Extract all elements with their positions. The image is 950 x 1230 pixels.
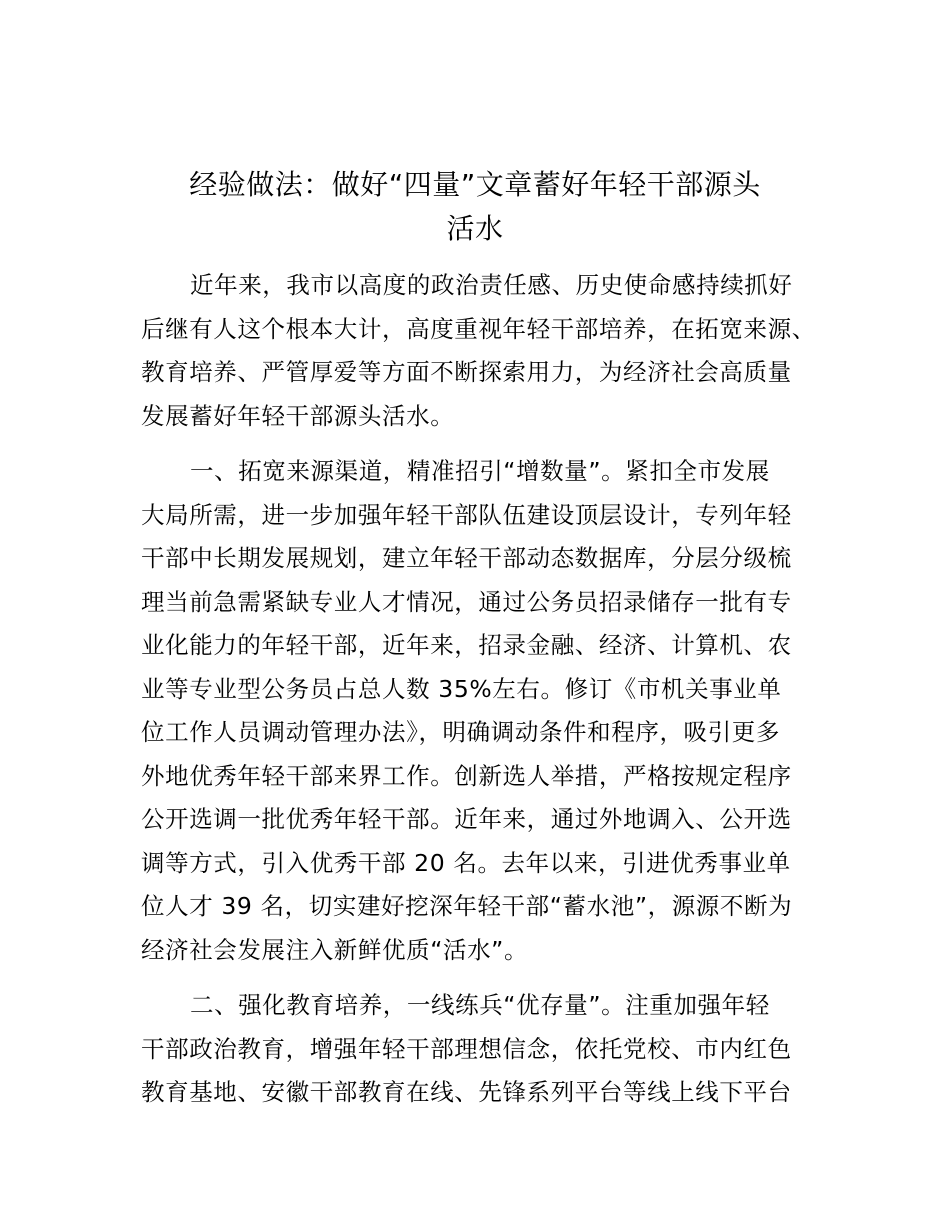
- text-line: 教育培养、严管厚爱等方面不断探索用力，为经济社会高质量: [141, 358, 792, 386]
- document-body: [141, 264, 821, 1115]
- title-line: 活水: [446, 212, 504, 245]
- text-line: 大局所需，进一步加强年轻干部队伍建设顶层设计，专列年轻: [141, 500, 792, 529]
- text-line: 业等专业型公务员占总人数 35%左右。修订《市机关事业单: [141, 674, 782, 703]
- text-line: 干部中长期发展规划，建立年轻干部动态数据库，分层分级梳: [141, 544, 792, 572]
- title-line: 经验做法：做好“四量”文章蓄好年轻干部源头: [189, 168, 761, 201]
- text-line: 二、强化教育培养，一线练兵“优存量”。注重加强年轻: [190, 991, 770, 1019]
- text-line: 公开选调一批优秀年轻干部。近年来，通过外地调入、公开选: [141, 805, 792, 833]
- text-line: 理当前急需紧缺专业人才情况，通过公务员招录储存一批有专: [141, 587, 792, 616]
- text-line: 业化能力的年轻干部，近年来，招录金融、经济、计算机、农: [141, 631, 792, 659]
- paragraph-section-2: [141, 984, 821, 1115]
- text-line: 近年来，我市以高度的政治责任感、历史使命感持续抓好: [190, 271, 793, 299]
- text-line: 经济社会发展注入新鲜优质“活水”。: [141, 935, 529, 964]
- text-line: 教育基地、安徽干部教育在线、先锋系列平台等线上线下平台: [141, 1078, 792, 1106]
- text-line: 后继有人这个根本大计，高度重视年轻干部培养，在拓宽来源、: [141, 314, 816, 343]
- paragraph-section-1: [141, 450, 821, 972]
- text-line: 调等方式，引入优秀干部 20 名。去年以来，引进优秀事业单: [141, 848, 791, 877]
- text-line: 位人才 39 名，切实建好挖深年轻干部“蓄水池”，源源不断为: [141, 892, 793, 920]
- text-line: 位工作人员调动管理办法》，明确调动条件和程序，吸引更多: [141, 718, 780, 746]
- text-line: 干部政治教育，增强年轻干部理想信念，依托党校、市内红色: [141, 1034, 792, 1063]
- text-line: 一、拓宽来源渠道，精准招引“增数量”。紧扣全市发展: [190, 457, 770, 485]
- document-title: [120, 163, 830, 251]
- text-line: 发展蓄好年轻干部源头活水。: [141, 401, 455, 430]
- text-line: 外地优秀年轻干部来界工作。创新选人举措，严格按规定程序: [141, 761, 792, 790]
- paragraph-intro: [141, 264, 821, 438]
